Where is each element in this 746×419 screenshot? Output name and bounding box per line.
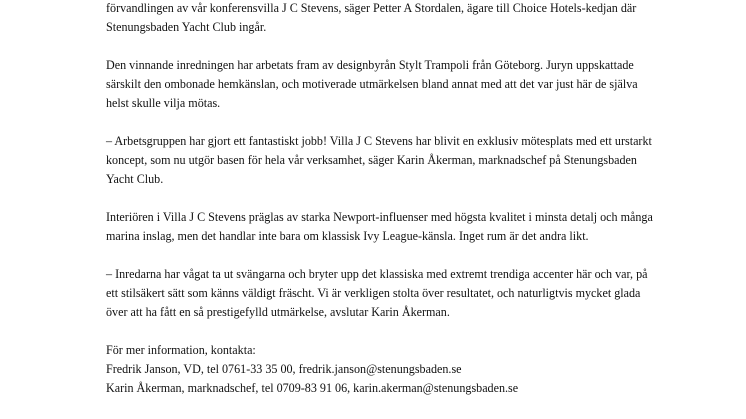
paragraph-marketing-quote [106,132,666,189]
text-line: Interiören i Villa J C Stevens präglas av starka Newport-influenser med högsta kvalitet i minsta detalj och många [106,210,653,224]
text-line: koncept, som nu utgör basen för hela vår verksamhet, säger Karin Åkerman, marknadschef på Stenungsbaden [106,152,637,167]
text-line: Den vinnande inredningen har arbetats fram av designbyrån Stylt Trampoli från Göteborg. Juryn uppskattade [106,58,634,72]
text-line: Yacht Club. [106,171,164,186]
contact-marketing-chief: Karin Åkerman, marknadschef, tel 0709-83 91 06, karin.akerman@stenungsbaden.se [106,380,519,395]
text-line: marina inslag, men det handlar inte bara om klassisk Ivy League-känsla. Inget rum är det andra likt. [106,228,589,243]
paragraph-closing-quote [106,265,666,322]
contact-ceo: Fredrik Janson, VD, tel 0761-33 35 00, fredrik.janson@stenungsbaden.se [106,361,462,376]
text-line: Stenungsbaden Yacht Club ingår. [106,19,267,34]
paragraph-interior-description [106,208,666,246]
text-line: särskilt den ombonade hemkänslan, och motiverade utmärkelsen bland annat med att det var just här de själva [106,76,638,91]
text-line: helst skulle vilja mötas. [106,95,221,110]
text-line: – Inredarna har vågat ta ut svängarna och bryter upp det klassiska med extremt trendiga accenter här och var, på [106,267,648,281]
text-line: ett stilsäkert sätt som känns väldigt fräscht. Vi är verkligen stolta över resultatet, och naturligtvis mycket glada [106,285,641,300]
paragraph-award-quote-end [106,0,666,37]
paragraph-design-agency [106,56,666,113]
contact-information [106,341,666,398]
contact-heading: För mer information, kontakta: [106,343,256,357]
text-line: över att ha fått en så prestigefylld utmärkelse, avslutar Karin Åkerman. [106,304,450,319]
text-line: – Arbetsgruppen har gjort ett fantastiskt jobb! Villa J C Stevens har blivit en exklusiv mötesplats med ett urstarkt [106,134,652,148]
text-line: förvandlingen av vår konferensvilla J C Stevens, säger Petter A Stordalen, ägare till Choice Hotels-kedjan där [106,1,637,15]
